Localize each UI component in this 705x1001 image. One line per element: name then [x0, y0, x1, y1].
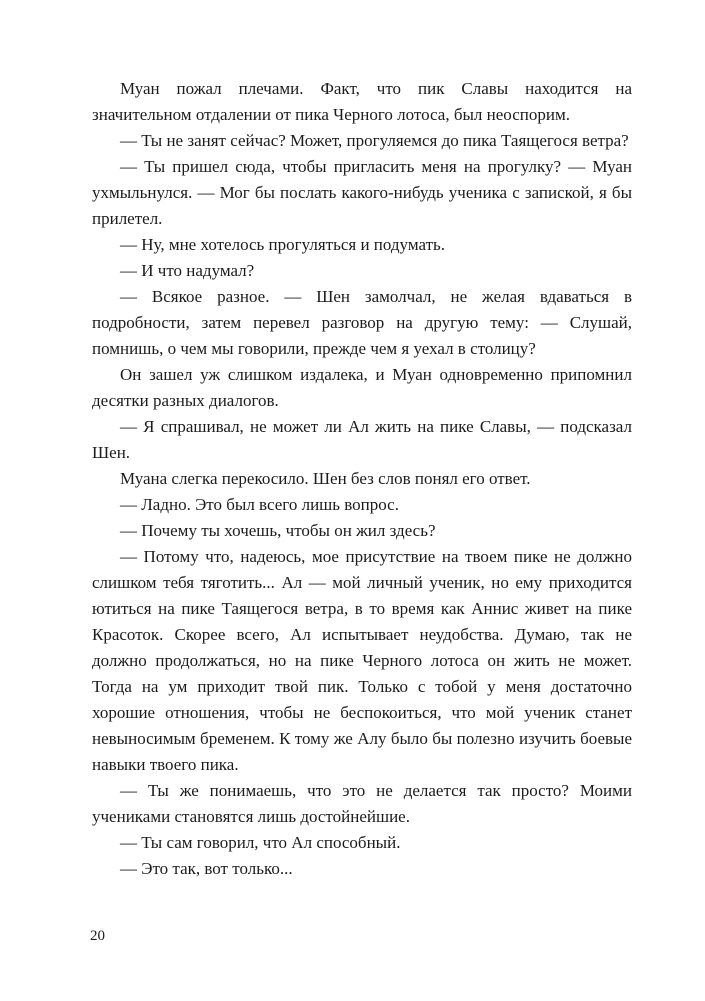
paragraph: Муана слегка перекосило. Шен без слов понял его ответ.: [120, 469, 531, 488]
paragraph: — Ты пришел сюда, чтобы пригласить меня на прогулку? — Муан ухмыльнулся. — Мог бы послать какого-нибудь ученика с запиской, я бы прилетел.: [92, 157, 632, 228]
paragraph: — Ладно. Это был всего лишь вопрос.: [120, 495, 399, 514]
paragraph: — Ты не занят сейчас? Может, прогуляемся до пика Таящегося ветра?: [120, 131, 629, 150]
paragraph: — Потому что, надеюсь, мое присутствие на твоем пике не должно слишком тебя тяготить... Ал — мой личный ученик, но ему приходится ютиться на пике Таящегося ветра, в то время как Аннис живет на пике Красоток. Скорее всего, Ал испытывает неудобства. Думаю, так не должно продолжаться, но на пике Черного лотоса он жить не может. Тогда на ум приходит твой пик. Только с тобой у меня достаточно хорошие отношения, чтобы не беспокоиться, что мой ученик станет невыносимым бременем. К тому же Алу было бы полезно изучить боевые навыки твоего пика.: [92, 547, 632, 774]
paragraph: — Ты сам говорил, что Ал способный.: [120, 833, 401, 852]
paragraph: — Ну, мне хотелось прогуляться и подумать.: [120, 235, 446, 254]
page-number: 20: [90, 928, 105, 944]
paragraph: — Всякое разное. — Шен замолчал, не желая вдаваться в подробности, затем перевел разговор на другую тему: — Слушай, помнишь, о чем мы говорили, прежде чем я уехал в столицу?: [92, 287, 632, 358]
paragraph: — Это так, вот только...: [120, 859, 293, 878]
paragraph: — Почему ты хочешь, чтобы он жил здесь?: [120, 521, 436, 540]
paragraph: — Ты же понимаешь, что это не делается так просто? Моими учениками становятся лишь достойнейшие.: [92, 781, 632, 826]
paragraph: Он зашел уж слишком издалека, и Муан одновременно припомнил десятки разных диалогов.: [92, 365, 632, 410]
paragraph: — И что надумал?: [120, 261, 255, 280]
paragraph: — Я спрашивал, не может ли Ал жить на пике Славы, — подсказал Шен.: [92, 417, 632, 462]
paragraph: Муан пожал плечами. Факт, что пик Славы находится на значительном отдалении от пика Черного лотоса, был неоспорим.: [92, 79, 632, 124]
body-text: [92, 76, 632, 882]
